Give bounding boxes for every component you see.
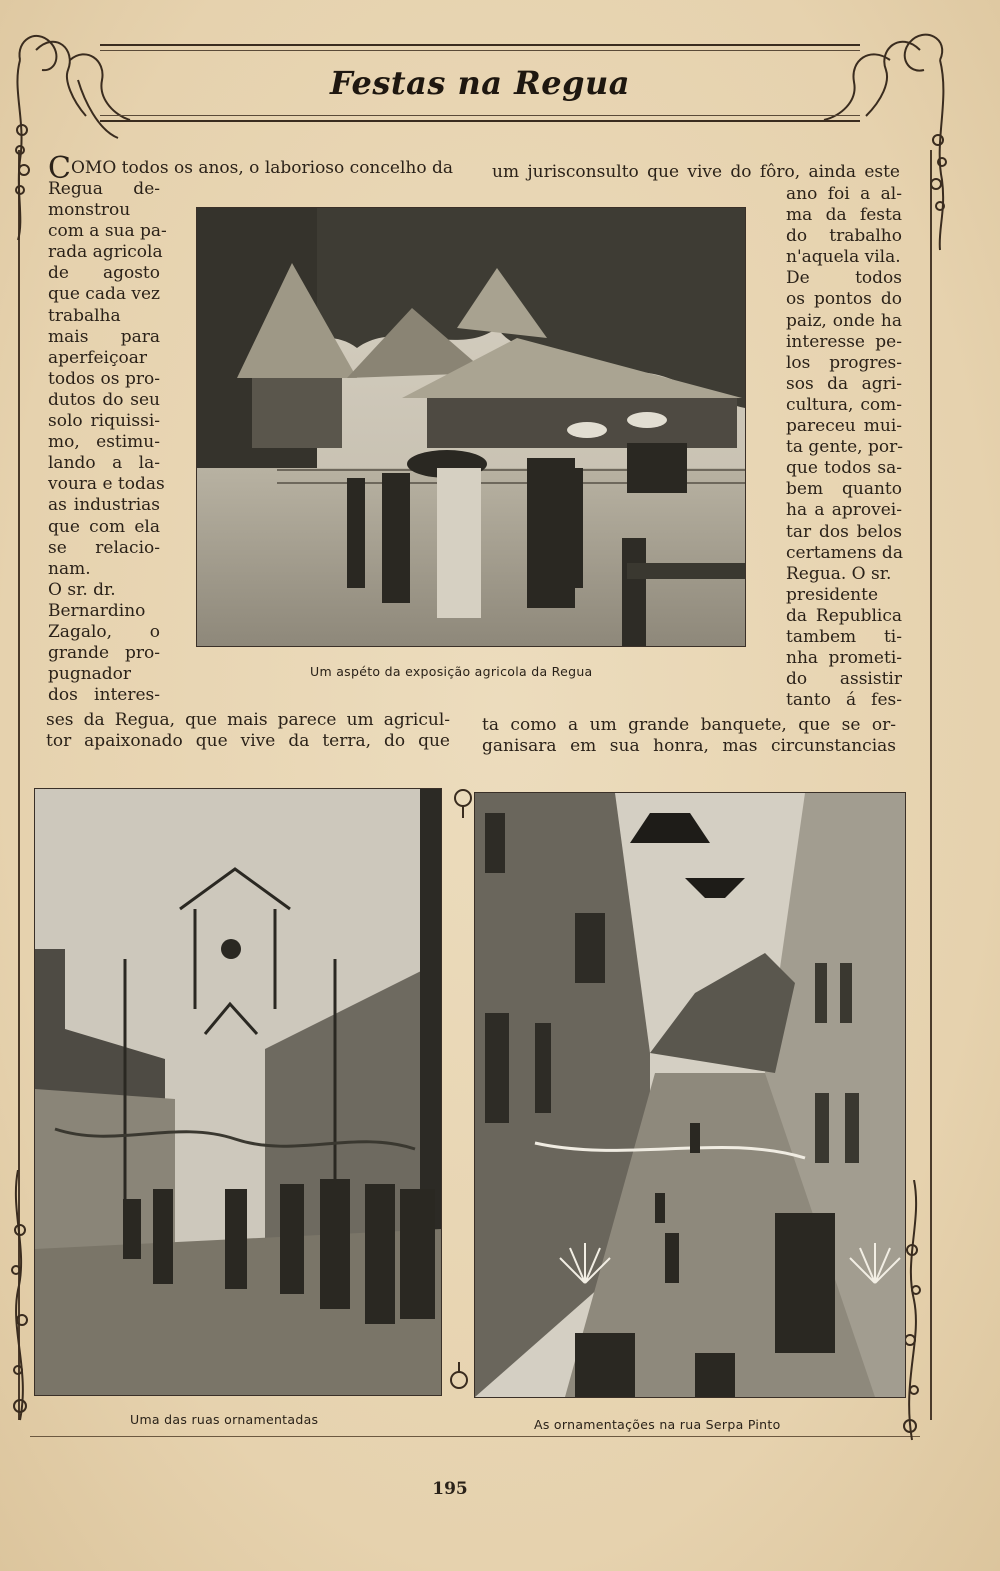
caption-street-right: As ornamentações na rua Serpa Pinto (534, 1417, 781, 1432)
text-line: com a sua pa- (48, 221, 167, 242)
article-first-line (48, 151, 458, 186)
article-first-line-text: OMO todos os anos, o laborioso concelho da (70, 158, 453, 178)
text-line: pugnador (48, 664, 132, 685)
text-line: nam. (48, 558, 91, 579)
text-line: monstrou (48, 200, 131, 221)
text-line: pareceu mui- (786, 416, 902, 437)
text-line: Regua. O sr. (786, 563, 892, 584)
text-line: mais para (48, 326, 160, 347)
small-ornament-bottom (447, 1360, 471, 1394)
caption-exposition: Um aspéto da exposição agricola da Regua (310, 664, 593, 679)
text-line: grande pro- (48, 643, 160, 664)
text-line: ha a aprovei- (786, 500, 902, 521)
text-line: que cada vez (48, 284, 160, 305)
photo-exposition-image (197, 208, 745, 646)
text-line: nha prometi- (786, 648, 902, 669)
page-number: 195 (432, 1479, 468, 1499)
text-line: cultura, com- (786, 394, 902, 415)
text-line: dos interes- (48, 685, 160, 706)
border-line-right (930, 150, 932, 1420)
photo-agricultural-exposition (196, 207, 746, 647)
text-line: da Republica (786, 605, 902, 626)
title-banner (100, 44, 860, 122)
page-title: Festas na Regua (330, 64, 630, 102)
text-line: certamens da (786, 542, 903, 563)
text-line: tar dos belos (786, 521, 902, 542)
text-line: os pontos do (786, 289, 902, 310)
text-line: ses da Regua, que mais parece um agricul- (46, 710, 450, 730)
text-line: n'aquela vila. (786, 247, 901, 268)
text-line: presidente (786, 584, 879, 605)
photo-serpa-pinto-street (474, 792, 906, 1398)
text-line: sos da agri- (786, 373, 902, 394)
text-line: as industrias (48, 495, 160, 516)
text-line: trabalha (48, 305, 121, 326)
text-line: Zagalo, o (48, 621, 160, 642)
text-line: los progres- (786, 352, 902, 373)
text-line: todos os pro- (48, 368, 160, 389)
text-line: ma da festa (786, 205, 902, 226)
article-bottom-left (46, 710, 450, 752)
article-column-left (48, 179, 167, 706)
text-line: Bernardino (48, 600, 146, 621)
caption-street-left: Uma das ruas ornamentadas (130, 1412, 319, 1427)
border-line-bottom (30, 1436, 920, 1437)
article-column-right (786, 184, 902, 711)
article-bottom-right (482, 715, 896, 757)
text-line: do trabalho (786, 226, 902, 247)
text-line: se relacio- (48, 537, 160, 558)
text-line: que com ela (48, 516, 160, 537)
text-line: O sr. dr. (48, 579, 116, 600)
text-line: tor apaixonado que vive da terra, do que (46, 731, 450, 751)
text-line: ta como a um grande banquete, que se or- (482, 715, 896, 735)
text-line: tambem ti- (786, 626, 902, 647)
photo-decorated-street (34, 788, 442, 1396)
text-line: de agosto (48, 263, 160, 284)
text-line: Regua de- (48, 179, 160, 199)
article-right-top-line: um jurisconsulto que vive do fôro, ainda este (492, 162, 900, 182)
text-line: aperfeiçoar (48, 347, 148, 368)
text-line: interesse pe- (786, 331, 902, 352)
text-line: dutos do seu (48, 389, 160, 410)
drop-cap: C (48, 151, 71, 186)
text-line: ganisara em sua honra, mas circunstancias (482, 736, 896, 756)
text-line: De todos (786, 268, 902, 289)
text-line: lando a la- (48, 453, 160, 474)
text-line: rada agricola (48, 242, 163, 263)
photo-street-right-image (475, 793, 905, 1397)
text-line: tanto á fes- (786, 690, 902, 711)
text-line: voura e todas (48, 474, 165, 495)
photo-street-left-image (35, 789, 441, 1395)
text-line: do assistir (786, 669, 902, 690)
text-line: que todos sa- (786, 458, 902, 479)
text-line: mo, estimu- (48, 432, 160, 453)
text-line: ano foi a al- (786, 184, 902, 204)
text-line: paiz, onde ha (786, 310, 902, 331)
small-ornament-top (451, 786, 475, 820)
text-line: ta gente, por- (786, 437, 903, 458)
text-line: bem quanto (786, 479, 902, 500)
text-line: solo riquissi- (48, 411, 160, 432)
